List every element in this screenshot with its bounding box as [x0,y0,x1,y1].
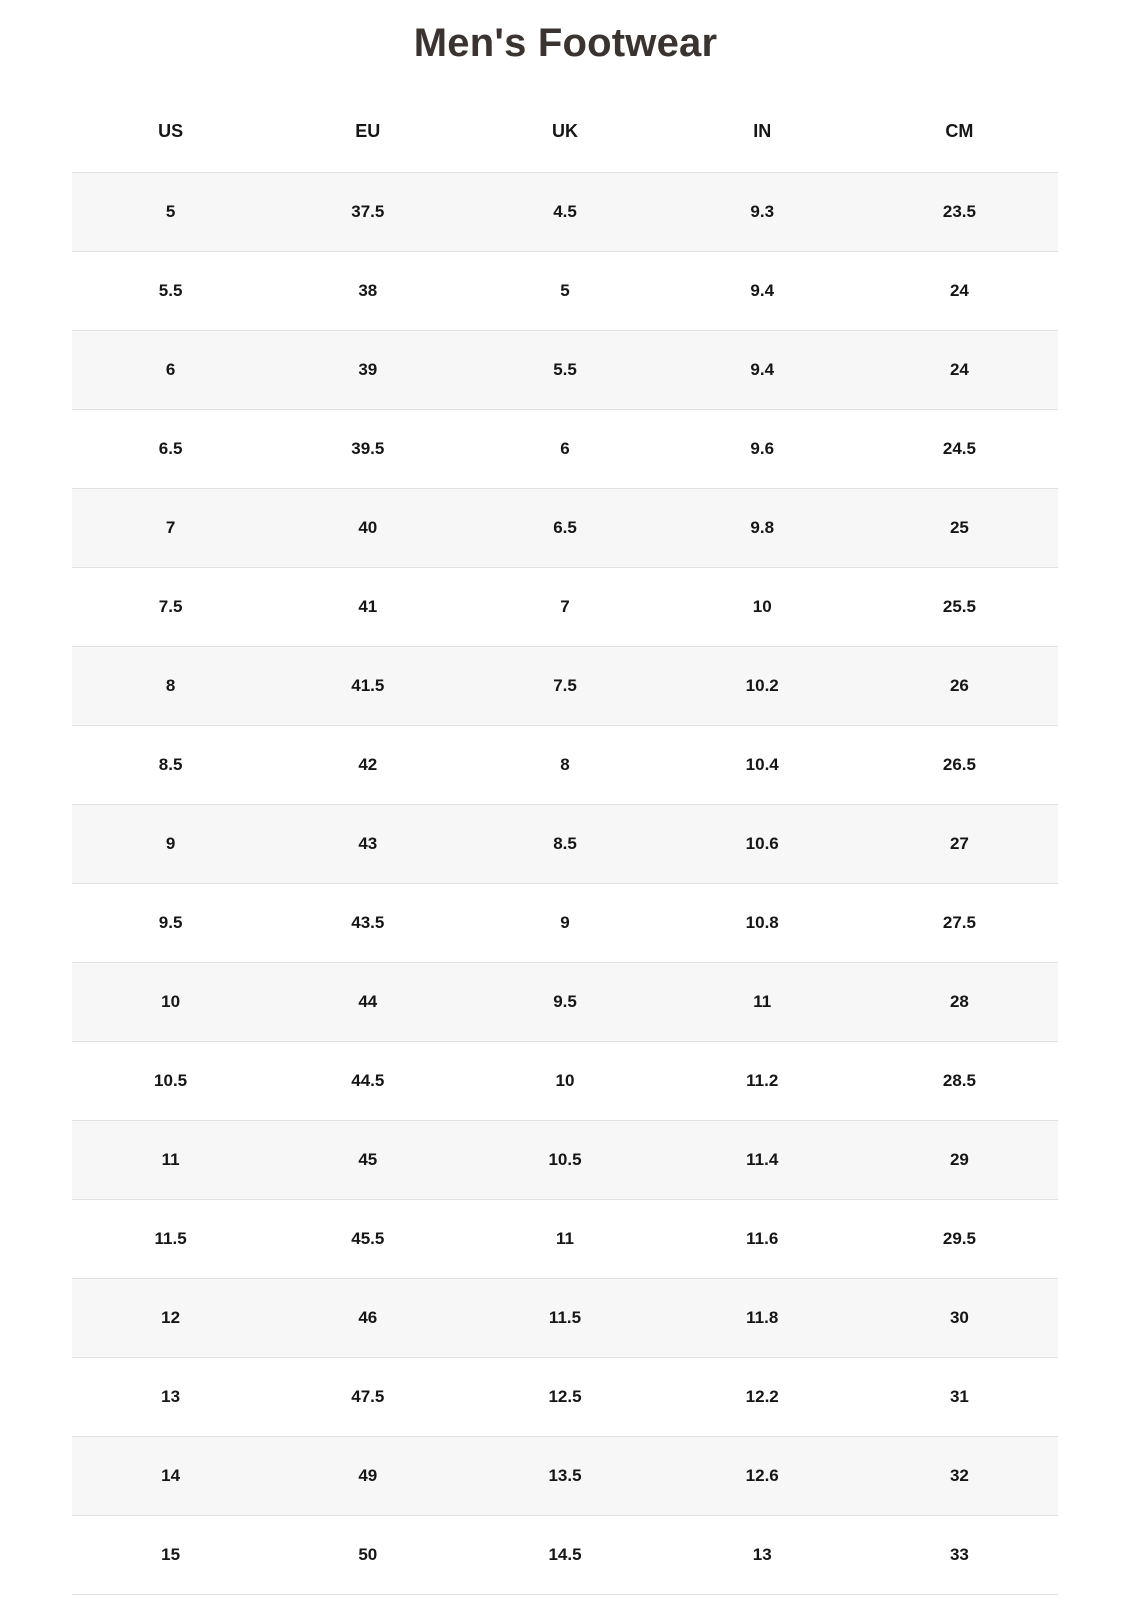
table-cell-in: 11 [753,992,772,1011]
table-row [72,1278,1058,1357]
table-cell-eu: 45 [358,1150,378,1169]
table-cell-cm: 27.5 [942,913,976,932]
table-cell-uk: 5 [560,281,570,300]
table-cell-eu: 41.5 [351,676,385,695]
page-title: Men's Footwear [413,21,718,65]
table-cell-eu: 37.5 [351,202,385,221]
table-cell-uk: 6 [560,439,570,458]
table-cell-us: 12 [161,1308,181,1327]
table-cell-eu: 49 [358,1466,378,1485]
table-cell-eu: 41 [358,597,378,616]
table-cell-uk: 4.5 [553,202,577,221]
table-cell-in: 10 [752,597,772,616]
table-row [72,1120,1058,1199]
table-cell-uk: 14.5 [548,1545,582,1564]
table-row [72,567,1058,646]
table-cell-in: 9.8 [750,518,775,537]
table-cell-in: 9.4 [750,360,775,379]
table-cell-us: 15 [161,1545,181,1564]
table-row [72,1041,1058,1120]
table-cell-uk: 7 [560,597,570,616]
table-cell-us: 7 [165,518,176,537]
table-cell-us: 10 [161,992,181,1011]
table-cell-uk: 10 [555,1071,575,1090]
table-cell-us: 13 [161,1387,181,1406]
table-cell-us: 6 [165,360,176,379]
table-cell-eu: 39 [358,360,378,379]
table-cell-uk: 8 [560,755,570,774]
table-cell-eu: 43 [358,834,378,853]
table-cell-eu: 45.5 [351,1229,385,1248]
table-cell-eu: 50 [358,1545,378,1564]
table-cell-cm: 23.5 [942,202,976,221]
column-header-uk: UK [552,120,578,141]
table-cell-eu: 44 [358,992,378,1011]
column-header-us: US [158,120,184,141]
table-cell-uk: 9.5 [553,992,577,1011]
table-row [72,172,1058,251]
table-row [72,962,1058,1041]
table-cell-in: 9.6 [750,439,775,458]
table-cell-in: 9.3 [750,202,775,221]
table-cell-uk: 9 [560,913,570,932]
table-cell-cm: 26.5 [942,755,976,774]
table-row [72,330,1058,409]
table-cell-in: 9.4 [750,281,775,300]
table-cell-uk: 12.5 [548,1387,582,1406]
table-row [72,804,1058,883]
table-row [72,251,1058,330]
table-header-row [72,90,1058,172]
table-cell-us: 11 [161,1150,180,1169]
table-cell-us: 5 [165,202,176,221]
table-cell-eu: 44.5 [351,1071,385,1090]
table-cell-uk: 5.5 [553,360,577,379]
table-cell-in: 10.8 [745,913,779,932]
table-cell-cm: 29.5 [942,1229,976,1248]
table-cell-uk: 8.5 [553,834,577,853]
table-cell-us: 7.5 [158,597,183,616]
table-cell-cm: 26 [949,676,969,695]
table-row [72,725,1058,804]
table-cell-in: 12.2 [745,1387,779,1406]
table-cell-us: 5.5 [158,281,183,300]
table-cell-in: 11.8 [746,1308,779,1327]
table-cell-cm: 28.5 [942,1071,976,1090]
table-cell-eu: 40 [358,518,378,537]
column-header-in: IN [753,120,772,141]
table-cell-eu: 42 [358,755,378,774]
table-row [72,1436,1058,1515]
table-cell-in: 10.2 [745,676,779,695]
table-cell-cm: 28 [949,992,969,1011]
table-row [72,646,1058,725]
table-cell-cm: 30 [949,1308,969,1327]
table-body [72,172,1058,1595]
table-cell-us: 14 [161,1466,181,1485]
table-cell-in: 11.4 [746,1150,779,1169]
table-row [72,1199,1058,1278]
table-cell-in: 11.2 [746,1071,779,1090]
table-cell-in: 13 [752,1545,772,1564]
table-cell-cm: 25 [949,518,969,537]
table-cell-cm: 33 [949,1545,969,1564]
table-cell-us: 9.5 [158,913,183,932]
table-cell-eu: 38 [358,281,378,300]
table-cell-us: 10.5 [154,1071,188,1090]
table-cell-in: 10.6 [745,834,779,853]
table-cell-us: 8.5 [158,755,183,774]
column-header-cm: CM [945,120,974,141]
table-row [72,1357,1058,1436]
table-row [72,409,1058,488]
table-cell-cm: 31 [949,1387,969,1406]
table-cell-cm: 25.5 [942,597,976,616]
table-cell-cm: 24.5 [942,439,976,458]
table-cell-in: 12.6 [745,1466,779,1485]
table-cell-in: 10.4 [745,755,779,774]
table-cell-cm: 32 [949,1466,969,1485]
column-header-eu: EU [355,120,381,141]
table-cell-us: 8 [165,676,176,695]
table-row [72,883,1058,962]
table-row [72,488,1058,567]
table-row [72,1515,1058,1595]
table-cell-eu: 43.5 [351,913,385,932]
table-cell-us: 11.5 [154,1229,187,1248]
table-cell-uk: 11.5 [548,1308,582,1327]
table-cell-uk: 11 [556,1229,574,1248]
size-conversion-table [72,90,1058,1595]
table-cell-eu: 46 [358,1308,378,1327]
table-cell-in: 11.6 [746,1229,779,1248]
table-cell-uk: 10.5 [548,1150,582,1169]
table-cell-cm: 29 [949,1150,969,1169]
table-cell-uk: 7.5 [553,676,577,695]
table-cell-cm: 24 [949,360,969,379]
table-cell-uk: 13.5 [548,1466,582,1485]
table-cell-us: 9 [165,834,176,853]
table-cell-cm: 27 [949,834,969,853]
table-cell-eu: 39.5 [351,439,385,458]
table-cell-eu: 47.5 [351,1387,385,1406]
table-cell-uk: 6.5 [553,518,577,537]
table-cell-cm: 24 [949,281,969,300]
table-cell-us: 6.5 [158,439,183,458]
